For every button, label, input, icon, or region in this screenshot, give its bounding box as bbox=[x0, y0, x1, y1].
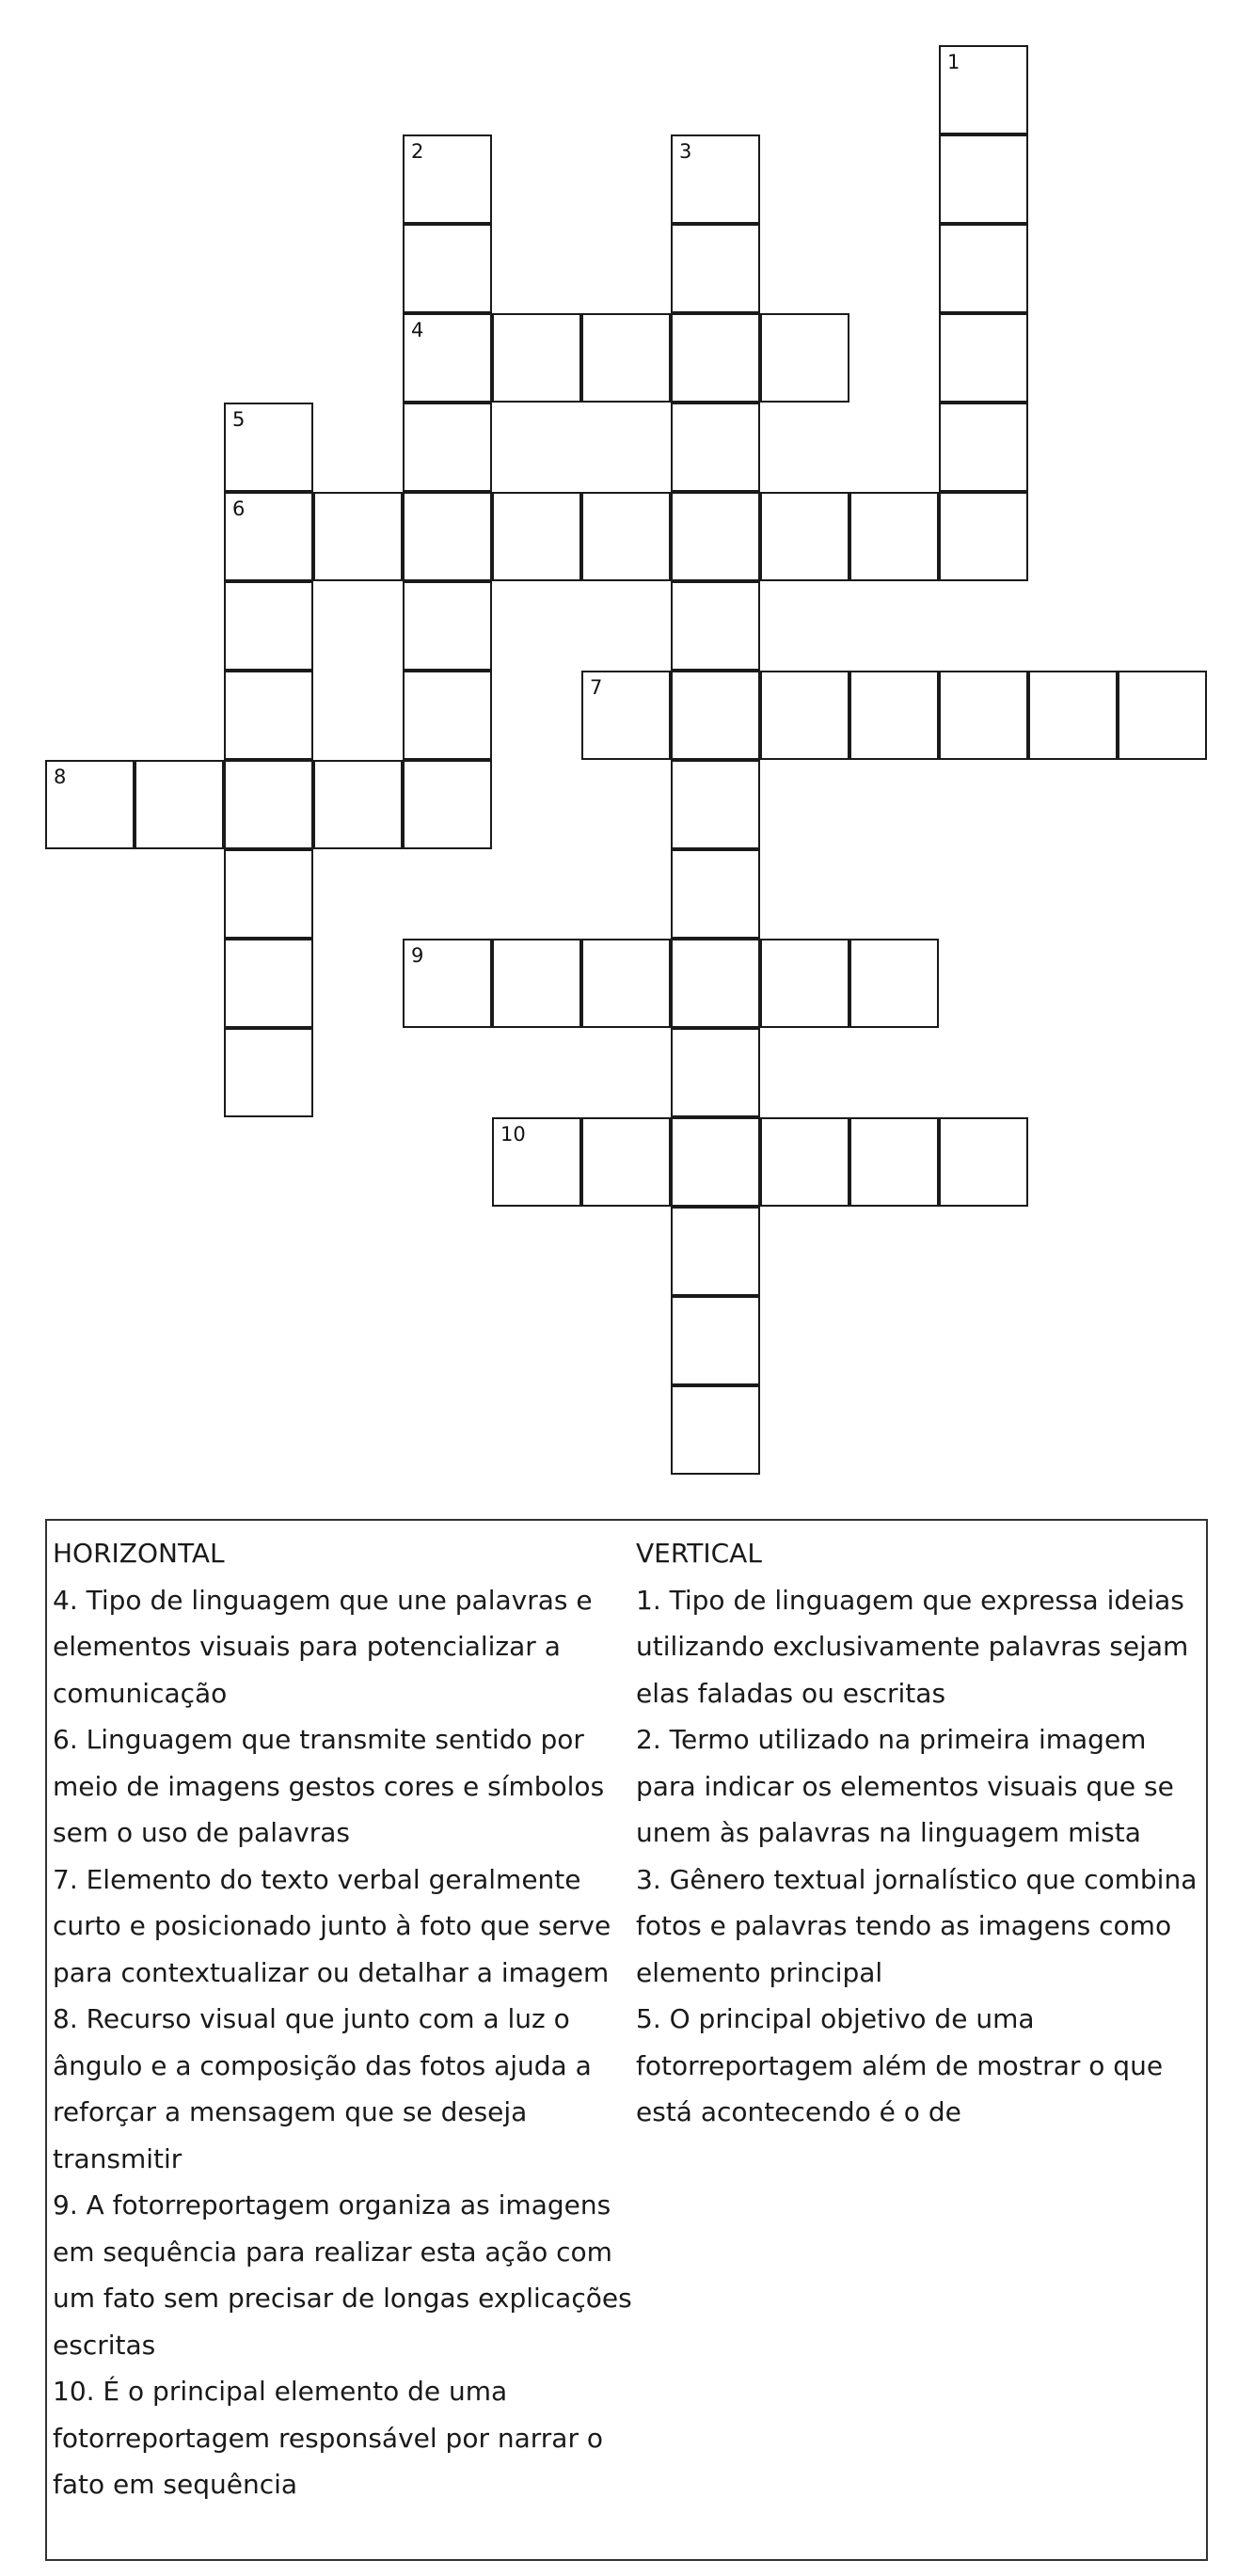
crossword-cell[interactable] bbox=[224, 492, 313, 581]
crossword-cell[interactable] bbox=[849, 671, 939, 760]
clue-vertical-3: 3. Gênero textual jornalístico que combina fotos e palavras tendo as imagens como elemento principal bbox=[636, 1863, 1198, 1988]
clue-number-label: 8 bbox=[54, 766, 67, 788]
clues-panel bbox=[45, 1519, 1208, 2561]
crossword-cell[interactable] bbox=[671, 939, 760, 1028]
crossword-cell[interactable] bbox=[760, 939, 849, 1028]
crossword-cell[interactable] bbox=[313, 760, 403, 849]
clue-vertical-1: 1. Tipo de linguagem que expressa ideias utilizando exclusivamente palavras sejam elas faladas ou escritas bbox=[636, 1584, 1189, 1709]
crossword-cell[interactable] bbox=[671, 492, 760, 581]
crossword-cell[interactable] bbox=[45, 760, 135, 849]
clue-number-label: 6 bbox=[232, 498, 246, 520]
crossword-cell[interactable] bbox=[939, 492, 1028, 581]
crossword-cell[interactable] bbox=[849, 939, 939, 1028]
crossword-cell[interactable] bbox=[939, 1117, 1028, 1207]
crossword-cell[interactable] bbox=[849, 1117, 939, 1207]
crossword-cell[interactable] bbox=[224, 403, 313, 492]
crossword-cell[interactable] bbox=[224, 581, 313, 671]
clue-vertical-2: 2. Termo utilizado na primeira imagem para indicar os elementos visuais que se unem às palavras na linguagem mista bbox=[636, 1724, 1174, 1848]
crossword-cell[interactable] bbox=[224, 849, 313, 939]
crossword-cell[interactable] bbox=[671, 1117, 760, 1207]
clue-horizontal-10: 10. É o principal elemento de uma fotorreportagem responsável por narrar o fato em sequência bbox=[53, 2376, 604, 2500]
crossword-cell[interactable] bbox=[581, 1117, 671, 1207]
crossword-cell[interactable] bbox=[135, 760, 224, 849]
crossword-cell[interactable] bbox=[671, 1028, 760, 1117]
crossword-cell[interactable] bbox=[403, 671, 492, 760]
crossword-cell[interactable] bbox=[760, 492, 849, 581]
crossword-cell[interactable] bbox=[1118, 671, 1207, 760]
crossword-cell[interactable] bbox=[492, 313, 581, 403]
crossword-cell[interactable] bbox=[224, 939, 313, 1028]
crossword-cell[interactable] bbox=[403, 403, 492, 492]
crossword-cell[interactable] bbox=[581, 492, 671, 581]
crossword-cell[interactable] bbox=[581, 313, 671, 403]
crossword-cell[interactable] bbox=[939, 224, 1028, 313]
crossword-cell[interactable] bbox=[492, 1117, 581, 1207]
crossword-cell[interactable] bbox=[849, 492, 939, 581]
crossword-cell[interactable] bbox=[671, 1296, 760, 1385]
crossword-cell[interactable] bbox=[224, 760, 313, 849]
crossword-cell[interactable] bbox=[492, 939, 581, 1028]
crossword-cell[interactable] bbox=[671, 1385, 760, 1475]
crossword-cell[interactable] bbox=[403, 134, 492, 224]
crossword-cell[interactable] bbox=[671, 849, 760, 939]
crossword-cell[interactable] bbox=[760, 313, 849, 403]
crossword-cell[interactable] bbox=[403, 939, 492, 1028]
crossword-cell[interactable] bbox=[939, 134, 1028, 224]
crossword-cell[interactable] bbox=[224, 1028, 313, 1117]
crossword-cell[interactable] bbox=[760, 671, 849, 760]
crossword-cell[interactable] bbox=[403, 492, 492, 581]
crossword-cell[interactable] bbox=[313, 492, 403, 581]
clue-number-label: 5 bbox=[232, 408, 246, 431]
crossword-cell[interactable] bbox=[671, 224, 760, 313]
clue-horizontal-7: 7. Elemento do texto verbal geralmente curto e posicionado junto à foto que serve para contextualizar ou detalhar a imagem bbox=[53, 1863, 611, 1988]
clue-horizontal-6: 6. Linguagem que transmite sentido por meio de imagens gestos cores e símbolos sem o uso de palavras bbox=[53, 1724, 605, 1848]
crossword-cell[interactable] bbox=[671, 134, 760, 224]
crossword-cell[interactable] bbox=[671, 671, 760, 760]
clue-vertical-5: 5. O principal objetivo de uma fotorreportagem além de mostrar o que está acontecendo é o de bbox=[636, 2003, 1164, 2127]
crossword-cell[interactable] bbox=[939, 403, 1028, 492]
horizontal-clues bbox=[53, 1530, 636, 2508]
clue-horizontal-9: 9. A fotorreportagem organiza as imagens em sequência para realizar esta ação com um fato sem precisar de longas explicações escritas bbox=[53, 2189, 632, 2361]
crossword-cell[interactable] bbox=[403, 224, 492, 313]
crossword-cell[interactable] bbox=[671, 760, 760, 849]
crossword-cell[interactable] bbox=[939, 45, 1028, 134]
crossword-cell[interactable] bbox=[581, 671, 671, 760]
crossword-cell[interactable] bbox=[760, 1117, 849, 1207]
crossword-cell[interactable] bbox=[224, 671, 313, 760]
crossword-cell[interactable] bbox=[403, 760, 492, 849]
crossword-cell[interactable] bbox=[492, 492, 581, 581]
crossword-cell[interactable] bbox=[403, 313, 492, 403]
horizontal-heading: HORIZONTAL bbox=[53, 1538, 225, 1569]
clue-horizontal-8: 8. Recurso visual que junto com a luz o ângulo e a composição das fotos ajuda a reforçar a mensagem que se deseja transmitir bbox=[53, 2003, 592, 2174]
clue-horizontal-4: 4. Tipo de linguagem que une palavras e elementos visuais para potencializar a comunicação bbox=[53, 1584, 593, 1709]
clue-number-label: 4 bbox=[411, 319, 424, 341]
clue-number-label: 7 bbox=[590, 676, 603, 699]
vertical-clues bbox=[636, 1530, 1200, 2136]
crossword-cell[interactable] bbox=[939, 313, 1028, 403]
clue-number-label: 2 bbox=[411, 140, 424, 163]
crossword-cell[interactable] bbox=[671, 313, 760, 403]
vertical-heading: VERTICAL bbox=[636, 1538, 762, 1569]
crossword-cell[interactable] bbox=[403, 581, 492, 671]
clue-number-label: 1 bbox=[947, 51, 960, 73]
clue-number-label: 3 bbox=[679, 140, 692, 163]
crossword-cell[interactable] bbox=[671, 1207, 760, 1296]
clue-number-label: 9 bbox=[411, 944, 424, 967]
crossword-cell[interactable] bbox=[581, 939, 671, 1028]
crossword-cell[interactable] bbox=[671, 403, 760, 492]
clue-number-label: 10 bbox=[500, 1123, 526, 1146]
crossword-cell[interactable] bbox=[939, 671, 1028, 760]
crossword-cell[interactable] bbox=[671, 581, 760, 671]
crossword-cell[interactable] bbox=[1028, 671, 1118, 760]
